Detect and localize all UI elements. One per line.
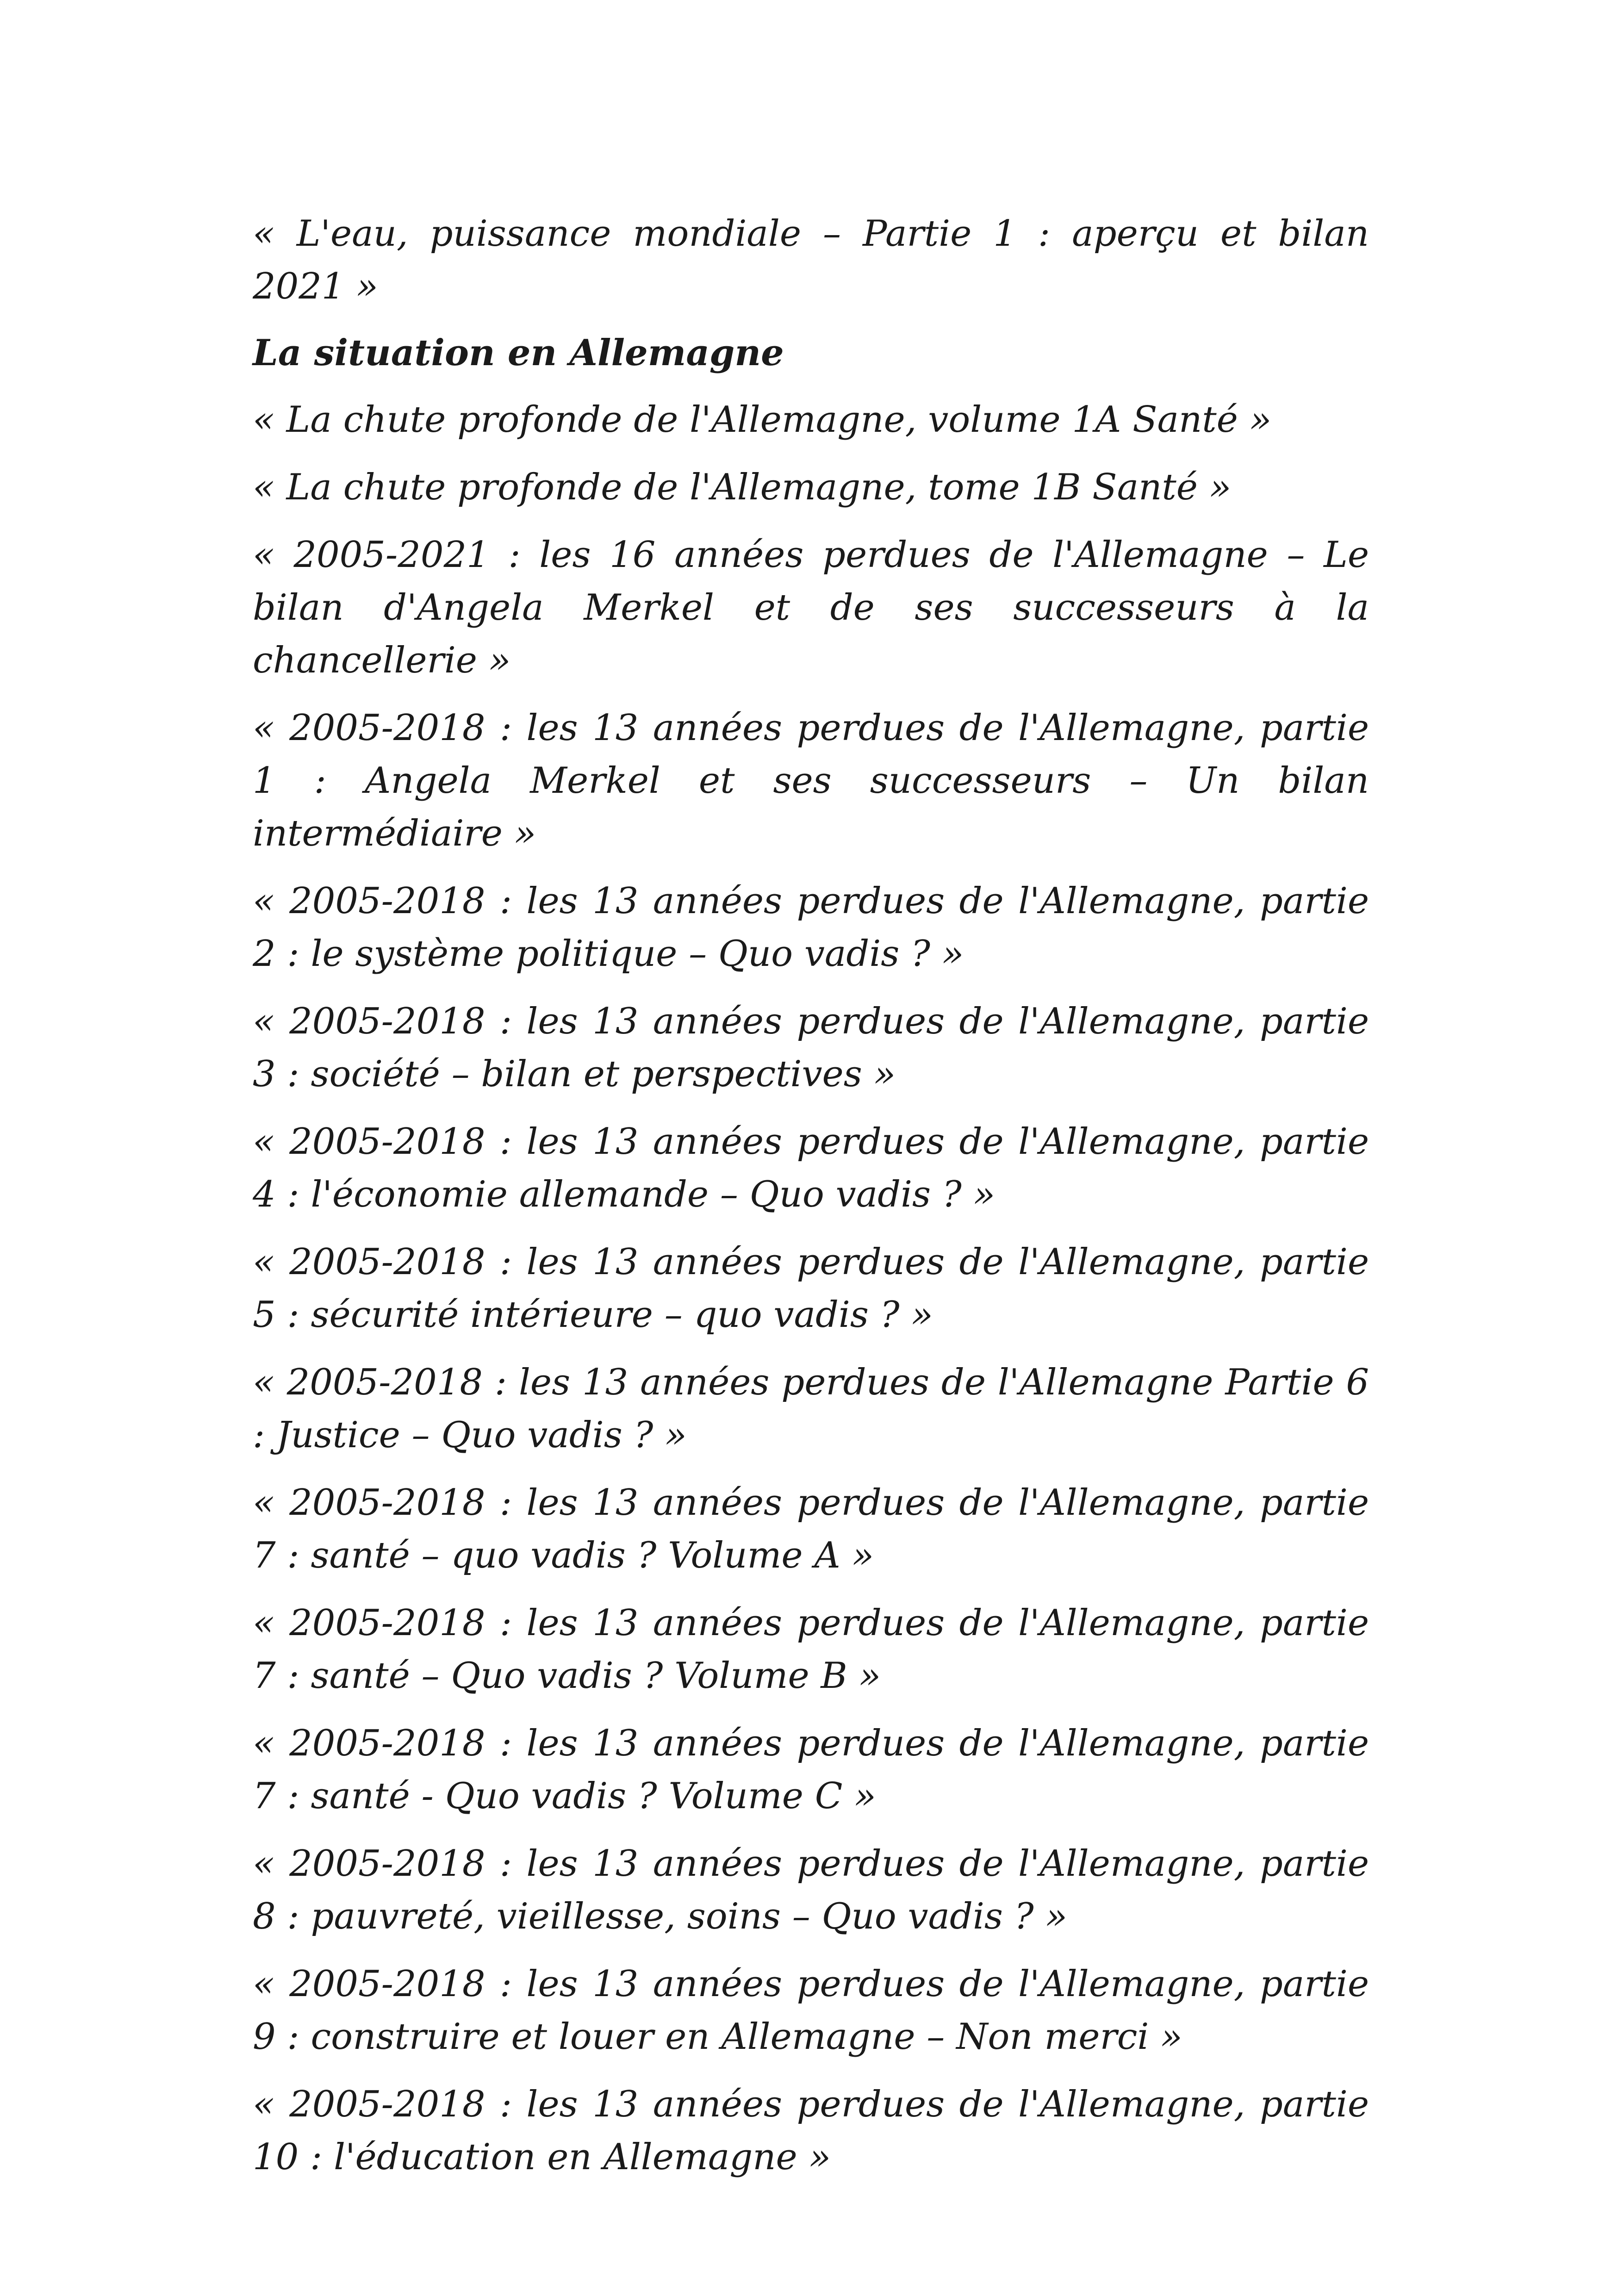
book-title-item: « 2005-2018 : les 13 années perdues de l'Allemagne, partie 2 : le système politique – Quo vadis ? » [253,880,1369,975]
book-title-item: « 2005-2018 : les 13 années perdues de l'Allemagne, partie 7 : santé – Quo vadis ? Volume B » [253,1602,1369,1697]
book-title-item: « 2005-2021 : les 16 années perdues de l'Allemagne – Le bilan d'Angela Merkel et de ses successeurs à la chancellerie » [253,534,1369,681]
book-title-item: « La chute profonde de l'Allemagne, tome 1B Santé » [253,467,1232,508]
book-title-item: « La chute profonde de l'Allemagne, volume 1A Santé » [253,399,1272,441]
lead-book-title: « L'eau, puissance mondiale – Partie 1 : aperçu et bilan 2021 » [253,213,1369,307]
book-title-item: « 2005-2018 : les 13 années perdues de l'Allemagne Partie 6 : Justice – Quo vadis ? » [253,1362,1369,1456]
book-title-item: « 2005-2018 : les 13 années perdues de l'Allemagne, partie 4 : l'économie allemande – Quo vadis ? » [253,1121,1369,1215]
book-title-item: « 2005-2018 : les 13 années perdues de l'Allemagne, partie 9 : construire et louer en Allemagne – Non merci » [253,1963,1369,2058]
book-list [253,207,1369,2198]
book-title-item: « 2005-2018 : les 13 années perdues de l'Allemagne, partie 1 : Angela Merkel et ses successeurs – Un bilan intermédiaire » [253,707,1369,854]
book-title-item: « 2005-2018 : les 13 années perdues de l'Allemagne, partie 3 : société – bilan et perspectives » [253,1001,1369,1095]
book-title-item: « 2005-2018 : les 13 années perdues de l'Allemagne, partie 5 : sécurité intérieure – quo vadis ? » [253,1241,1369,1336]
book-title-item: « 2005-2018 : les 13 années perdues de l'Allemagne, partie 10 : l'éducation en Allemagne » [253,2084,1369,2178]
book-title-item: « 2005-2018 : les 13 années perdues de l'Allemagne, partie 7 : santé – quo vadis ? Volume A » [253,1482,1369,1576]
section-heading: La situation en Allemagne [253,332,784,374]
book-title-item: « 2005-2018 : les 13 années perdues de l'Allemagne, partie 7 : santé - Quo vadis ? Volume C » [253,1723,1369,1817]
book-title-item: « 2005-2018 : les 13 années perdues de l'Allemagne, partie 8 : pauvreté, vieillesse, soins – Quo vadis ? » [253,1843,1369,1937]
